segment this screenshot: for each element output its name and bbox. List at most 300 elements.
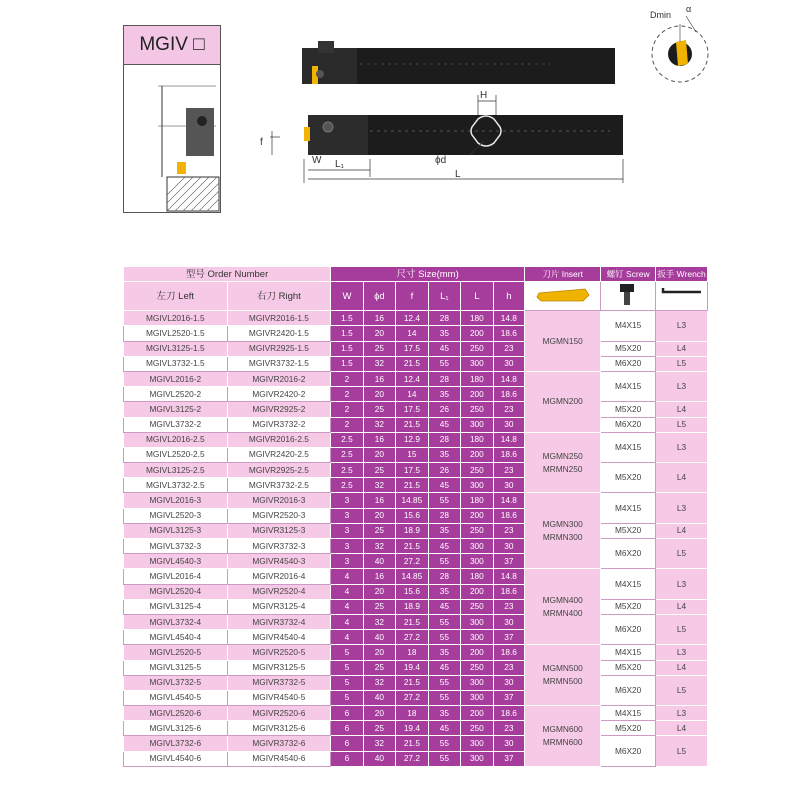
h-value-cell: 18.6 — [493, 326, 524, 341]
f-value-cell: 15 — [396, 447, 428, 462]
right-model-cell: MGIVR3732-5 — [227, 675, 331, 690]
left-model-cell: MGIVL2520-3 — [124, 508, 228, 523]
f-value-cell: 18.9 — [396, 599, 428, 614]
h-value-cell: 14.8 — [493, 432, 524, 447]
insert-model: MRMN300 — [542, 531, 583, 542]
right-model-cell: MGIVR2016-3 — [227, 493, 331, 508]
l1-value-cell: 55 — [428, 751, 460, 766]
right-model-cell: MGIVR2016-1.5 — [227, 311, 331, 326]
screw-cell: M5X20 — [601, 463, 656, 493]
f-value-cell: 27.2 — [396, 690, 428, 705]
f-value-cell: 14.85 — [396, 493, 428, 508]
w-value-cell: 1.5 — [331, 326, 363, 341]
l-value-cell: 200 — [461, 645, 493, 660]
w-value-cell: 2 — [331, 371, 363, 386]
f-value-cell: 15.6 — [396, 584, 428, 599]
screw-cell: M4X15 — [601, 371, 656, 401]
l-value-cell: 300 — [461, 417, 493, 432]
l-value-cell: 200 — [461, 326, 493, 341]
l1-value-cell: 35 — [428, 645, 460, 660]
f-value-cell: 21.5 — [396, 539, 428, 554]
screw-cell: M4X15 — [601, 569, 656, 599]
screw-cell: M5X20 — [601, 599, 656, 614]
dim-label-W: W — [312, 155, 322, 166]
h-value-cell: 30 — [493, 478, 524, 493]
right-model-cell: MGIVR3125-6 — [227, 721, 331, 736]
l1-value-cell: 45 — [428, 539, 460, 554]
l-value-cell: 300 — [461, 690, 493, 705]
w-value-cell: 3 — [331, 539, 363, 554]
wrench-cell: L4 — [656, 341, 708, 356]
d-value-cell: 20 — [363, 326, 395, 341]
d-value-cell: 20 — [363, 645, 395, 660]
l1-value-cell: 26 — [428, 402, 460, 417]
f-value-cell: 27.2 — [396, 554, 428, 569]
right-model-cell: MGIVR2016-2.5 — [227, 432, 331, 447]
d-value-cell: 20 — [363, 447, 395, 462]
d-value-cell: 16 — [363, 311, 395, 326]
screw-cell: M5X20 — [601, 660, 656, 675]
l-value-cell: 300 — [461, 675, 493, 690]
table-row — [124, 493, 708, 508]
d-value-cell: 32 — [363, 478, 395, 493]
header-size: 尺寸 Size(mm) — [331, 267, 525, 282]
l-value-cell: 300 — [461, 539, 493, 554]
l1-value-cell: 45 — [428, 341, 460, 356]
insert-model: MGMN200 — [542, 396, 583, 407]
left-model-cell: MGIVL3125-2.5 — [124, 463, 228, 478]
title-box — [123, 25, 221, 213]
insert-model: MRMN500 — [542, 676, 583, 687]
groove-schematic — [124, 64, 220, 212]
wrench-cell: L5 — [656, 614, 708, 644]
w-value-cell: 6 — [331, 721, 363, 736]
l1-value-cell: 28 — [428, 569, 460, 584]
insert-cell — [525, 311, 601, 372]
l-value-cell: 300 — [461, 736, 493, 751]
d-value-cell: 20 — [363, 387, 395, 402]
wrench-cell: L3 — [656, 493, 708, 523]
right-model-cell: MGIVR3732-4 — [227, 614, 331, 629]
l-value-cell: 250 — [461, 660, 493, 675]
h-value-cell: 30 — [493, 539, 524, 554]
left-model-cell: MGIVL2016-2 — [124, 371, 228, 386]
l-value-cell: 180 — [461, 493, 493, 508]
table-row — [124, 569, 708, 584]
table-row — [124, 706, 708, 721]
left-model-cell: MGIVL2016-4 — [124, 569, 228, 584]
dim-label-L: L — [455, 169, 461, 180]
tool-side-view — [250, 85, 630, 190]
h-value-cell: 23 — [493, 341, 524, 356]
screw-cell: M4X15 — [601, 706, 656, 721]
table-row — [124, 523, 708, 538]
l1-value-cell: 55 — [428, 675, 460, 690]
l1-value-cell: 28 — [428, 371, 460, 386]
screw-cell: M6X20 — [601, 539, 656, 569]
insert-cell — [525, 432, 601, 493]
w-value-cell: 5 — [331, 675, 363, 690]
wrench-cell: L4 — [656, 402, 708, 417]
f-value-cell: 17.5 — [396, 402, 428, 417]
f-value-cell: 27.2 — [396, 630, 428, 645]
w-value-cell: 4 — [331, 599, 363, 614]
f-value-cell: 21.5 — [396, 675, 428, 690]
table-row — [124, 341, 708, 356]
right-model-cell: MGIVR2420-1.5 — [227, 326, 331, 341]
d-value-cell: 25 — [363, 599, 395, 614]
d-value-cell: 32 — [363, 614, 395, 629]
d-value-cell: 40 — [363, 554, 395, 569]
table-row — [124, 402, 708, 417]
table-row — [124, 614, 708, 629]
right-model-cell: MGIVR3125-3 — [227, 523, 331, 538]
insert-model: MGMN250 — [542, 450, 583, 461]
left-model-cell: MGIVL3125-2 — [124, 402, 228, 417]
right-model-cell: MGIVR3125-4 — [227, 599, 331, 614]
w-value-cell: 4 — [331, 630, 363, 645]
left-model-cell: MGIVL3125-4 — [124, 599, 228, 614]
insert-model: MGMN600 — [542, 723, 583, 734]
insert-cell — [525, 645, 601, 706]
l1-value-cell: 35 — [428, 387, 460, 402]
left-model-cell: MGIVL2016-2.5 — [124, 432, 228, 447]
h-value-cell: 14.8 — [493, 371, 524, 386]
f-value-cell: 19.4 — [396, 660, 428, 675]
header-L: L — [461, 282, 493, 311]
right-model-cell: MGIVR3125-5 — [227, 660, 331, 675]
l-value-cell: 180 — [461, 432, 493, 447]
d-value-cell: 32 — [363, 417, 395, 432]
right-model-cell: MGIVR2420-2.5 — [227, 447, 331, 462]
h-value-cell: 18.6 — [493, 387, 524, 402]
h-value-cell: 37 — [493, 690, 524, 705]
table-row — [124, 599, 708, 614]
screw-cell: M5X20 — [601, 402, 656, 417]
page-title: MGIV □ — [124, 26, 220, 65]
left-model-cell: MGIVL2520-1.5 — [124, 326, 228, 341]
w-value-cell: 1.5 — [331, 356, 363, 371]
l1-value-cell: 35 — [428, 523, 460, 538]
header-W: W — [331, 282, 363, 311]
d-value-cell: 25 — [363, 463, 395, 478]
header-d: ϕd — [363, 282, 395, 311]
l1-value-cell: 45 — [428, 478, 460, 493]
left-model-cell: MGIVL4540-5 — [124, 690, 228, 705]
l-value-cell: 200 — [461, 706, 493, 721]
f-value-cell: 18 — [396, 645, 428, 660]
h-value-cell: 37 — [493, 630, 524, 645]
wrench-cell: L3 — [656, 432, 708, 462]
l1-value-cell: 35 — [428, 706, 460, 721]
h-value-cell: 14.8 — [493, 493, 524, 508]
f-value-cell: 12.4 — [396, 311, 428, 326]
l-value-cell: 200 — [461, 508, 493, 523]
l1-value-cell: 45 — [428, 660, 460, 675]
header-right: 右刀 Right — [227, 282, 331, 311]
l-value-cell: 250 — [461, 721, 493, 736]
dim-label-L1: L₁ — [335, 159, 344, 170]
h-value-cell: 37 — [493, 751, 524, 766]
w-value-cell: 3 — [331, 554, 363, 569]
h-value-cell: 37 — [493, 554, 524, 569]
l-value-cell: 250 — [461, 341, 493, 356]
screw-picture — [601, 282, 656, 311]
l1-value-cell: 26 — [428, 463, 460, 478]
left-model-cell: MGIVL2520-6 — [124, 706, 228, 721]
left-model-cell: MGIVL4540-6 — [124, 751, 228, 766]
left-model-cell: MGIVL3732-4 — [124, 614, 228, 629]
l1-value-cell: 28 — [428, 508, 460, 523]
table-row — [124, 417, 708, 432]
f-value-cell: 17.5 — [396, 341, 428, 356]
table-row — [124, 675, 708, 690]
l-value-cell: 250 — [461, 402, 493, 417]
d-value-cell: 40 — [363, 630, 395, 645]
right-model-cell: MGIVR2420-2 — [227, 387, 331, 402]
right-model-cell: MGIVR2520-3 — [227, 508, 331, 523]
header-f: f — [396, 282, 428, 311]
w-value-cell: 2.5 — [331, 463, 363, 478]
f-value-cell: 18 — [396, 706, 428, 721]
d-value-cell: 32 — [363, 736, 395, 751]
insert-model: MGMN500 — [542, 663, 583, 674]
l1-value-cell: 28 — [428, 311, 460, 326]
table-row — [124, 660, 708, 675]
w-value-cell: 3 — [331, 523, 363, 538]
spec-table-body — [124, 311, 708, 767]
left-model-cell: MGIVL3732-2 — [124, 417, 228, 432]
w-value-cell: 5 — [331, 690, 363, 705]
f-value-cell: 21.5 — [396, 614, 428, 629]
h-value-cell: 18.6 — [493, 584, 524, 599]
insert-model: MGMN300 — [542, 518, 583, 529]
table-row — [124, 311, 708, 326]
dmin-detail — [648, 2, 714, 84]
f-value-cell: 19.4 — [396, 721, 428, 736]
dim-label-f: f — [260, 137, 263, 148]
l-value-cell: 180 — [461, 311, 493, 326]
f-value-cell: 14.85 — [396, 569, 428, 584]
f-value-cell: 14 — [396, 387, 428, 402]
w-value-cell: 5 — [331, 660, 363, 675]
screw-cell: M4X15 — [601, 493, 656, 523]
l1-value-cell: 55 — [428, 493, 460, 508]
h-value-cell: 18.6 — [493, 447, 524, 462]
w-value-cell: 6 — [331, 736, 363, 751]
w-value-cell: 4 — [331, 614, 363, 629]
l-value-cell: 250 — [461, 463, 493, 478]
left-model-cell: MGIVL3732-1.5 — [124, 356, 228, 371]
wrench-cell: L5 — [656, 539, 708, 569]
right-model-cell: MGIVR2925-2.5 — [227, 463, 331, 478]
left-model-cell: MGIVL3125-6 — [124, 721, 228, 736]
f-value-cell: 21.5 — [396, 736, 428, 751]
wrench-picture — [656, 282, 708, 311]
w-value-cell: 2.5 — [331, 432, 363, 447]
d-value-cell: 32 — [363, 539, 395, 554]
h-value-cell: 18.6 — [493, 508, 524, 523]
w-value-cell: 6 — [331, 751, 363, 766]
right-model-cell: MGIVR2925-2 — [227, 402, 331, 417]
d-value-cell: 16 — [363, 371, 395, 386]
l1-value-cell: 28 — [428, 432, 460, 447]
w-value-cell: 1.5 — [331, 341, 363, 356]
wrench-cell: L4 — [656, 721, 708, 736]
header-order-number: 型号 Order Number — [124, 267, 331, 282]
table-row — [124, 463, 708, 478]
w-value-cell: 4 — [331, 584, 363, 599]
d-value-cell: 40 — [363, 690, 395, 705]
l1-value-cell: 45 — [428, 721, 460, 736]
wrench-cell: L4 — [656, 523, 708, 538]
w-value-cell: 2.5 — [331, 478, 363, 493]
wrench-cell: L3 — [656, 706, 708, 721]
table-row — [124, 736, 708, 751]
wrench-cell: L4 — [656, 463, 708, 493]
insert-cell — [525, 706, 601, 767]
h-value-cell: 23 — [493, 523, 524, 538]
h-value-cell: 30 — [493, 356, 524, 371]
wrench-cell: L3 — [656, 645, 708, 660]
l1-value-cell: 55 — [428, 736, 460, 751]
right-model-cell: MGIVR2520-4 — [227, 584, 331, 599]
w-value-cell: 4 — [331, 569, 363, 584]
l1-value-cell: 45 — [428, 599, 460, 614]
f-value-cell: 12.9 — [396, 432, 428, 447]
d-value-cell: 25 — [363, 402, 395, 417]
insert-cell — [525, 371, 601, 432]
l-value-cell: 300 — [461, 478, 493, 493]
l-value-cell: 300 — [461, 356, 493, 371]
w-value-cell: 2 — [331, 417, 363, 432]
screw-cell: M6X20 — [601, 736, 656, 766]
d-value-cell: 32 — [363, 675, 395, 690]
header-insert: 刀片 Insert — [525, 267, 601, 282]
header-screw: 螺钉 Screw — [601, 267, 656, 282]
right-model-cell: MGIVR3732-3 — [227, 539, 331, 554]
header-h: h — [493, 282, 524, 311]
table-row — [124, 721, 708, 736]
f-value-cell: 17.5 — [396, 463, 428, 478]
wrench-cell: L3 — [656, 569, 708, 599]
right-model-cell: MGIVR3732-1.5 — [227, 356, 331, 371]
l-value-cell: 180 — [461, 371, 493, 386]
l-value-cell: 300 — [461, 751, 493, 766]
insert-model: MRMN400 — [542, 607, 583, 618]
h-value-cell: 23 — [493, 402, 524, 417]
dim-label-H: H — [480, 90, 488, 101]
w-value-cell: 3 — [331, 493, 363, 508]
f-value-cell: 12.4 — [396, 371, 428, 386]
right-model-cell: MGIVR2016-2 — [227, 371, 331, 386]
d-value-cell: 16 — [363, 432, 395, 447]
f-value-cell: 27.2 — [396, 751, 428, 766]
l1-value-cell: 55 — [428, 690, 460, 705]
w-value-cell: 3 — [331, 508, 363, 523]
right-model-cell: MGIVR3732-2 — [227, 417, 331, 432]
screw-cell: M4X15 — [601, 645, 656, 660]
d-value-cell: 20 — [363, 508, 395, 523]
l1-value-cell: 55 — [428, 356, 460, 371]
l-value-cell: 250 — [461, 599, 493, 614]
f-value-cell: 15.6 — [396, 508, 428, 523]
f-value-cell: 14 — [396, 326, 428, 341]
h-value-cell: 30 — [493, 675, 524, 690]
l-value-cell: 300 — [461, 630, 493, 645]
left-model-cell: MGIVL4540-3 — [124, 554, 228, 569]
right-model-cell: MGIVR4540-4 — [227, 630, 331, 645]
left-model-cell: MGIVL2520-5 — [124, 645, 228, 660]
h-value-cell: 14.8 — [493, 311, 524, 326]
wrench-cell: L4 — [656, 599, 708, 614]
h-value-cell: 30 — [493, 614, 524, 629]
wrench-cell: L5 — [656, 356, 708, 371]
table-row — [124, 539, 708, 554]
h-value-cell: 23 — [493, 599, 524, 614]
insert-model: MGMN150 — [542, 335, 583, 346]
left-model-cell: MGIVL2520-4 — [124, 584, 228, 599]
left-model-cell: MGIVL3125-5 — [124, 660, 228, 675]
l-value-cell: 200 — [461, 584, 493, 599]
d-value-cell: 25 — [363, 341, 395, 356]
left-model-cell: MGIVL2016-3 — [124, 493, 228, 508]
w-value-cell: 1.5 — [331, 311, 363, 326]
d-value-cell: 32 — [363, 356, 395, 371]
w-value-cell: 2 — [331, 387, 363, 402]
screw-cell: M5X20 — [601, 523, 656, 538]
header-L1: L₁ — [428, 282, 460, 311]
l1-value-cell: 35 — [428, 447, 460, 462]
dim-label-alpha: α — [686, 4, 692, 14]
screw-cell: M6X20 — [601, 417, 656, 432]
left-model-cell: MGIVL3732-3 — [124, 539, 228, 554]
f-value-cell: 18.9 — [396, 523, 428, 538]
l1-value-cell: 55 — [428, 554, 460, 569]
l-value-cell: 300 — [461, 554, 493, 569]
table-row — [124, 432, 708, 447]
left-model-cell: MGIVL2520-2 — [124, 387, 228, 402]
w-value-cell: 2.5 — [331, 447, 363, 462]
insert-model: MGMN400 — [542, 594, 583, 605]
table-row — [124, 645, 708, 660]
w-value-cell: 2 — [331, 402, 363, 417]
left-model-cell: MGIVL3125-1.5 — [124, 341, 228, 356]
h-value-cell: 14.8 — [493, 569, 524, 584]
right-model-cell: MGIVR4540-3 — [227, 554, 331, 569]
d-value-cell: 25 — [363, 660, 395, 675]
left-model-cell: MGIVL3125-3 — [124, 523, 228, 538]
d-value-cell: 25 — [363, 523, 395, 538]
h-value-cell: 18.6 — [493, 645, 524, 660]
l1-value-cell: 35 — [428, 584, 460, 599]
dim-label-dmin: Dmin — [650, 10, 672, 20]
d-value-cell: 16 — [363, 493, 395, 508]
right-model-cell: MGIVR2520-6 — [227, 706, 331, 721]
l-value-cell: 300 — [461, 614, 493, 629]
screw-cell: M5X20 — [601, 341, 656, 356]
l1-value-cell: 35 — [428, 326, 460, 341]
insert-model: MRMN250 — [542, 463, 583, 474]
header-left: 左刀 Left — [124, 282, 228, 311]
wrench-cell: L3 — [656, 371, 708, 401]
w-value-cell: 6 — [331, 706, 363, 721]
l-value-cell: 200 — [461, 387, 493, 402]
l-value-cell: 250 — [461, 523, 493, 538]
left-model-cell: MGIVL2520-2.5 — [124, 447, 228, 462]
l-value-cell: 180 — [461, 569, 493, 584]
h-value-cell: 23 — [493, 463, 524, 478]
